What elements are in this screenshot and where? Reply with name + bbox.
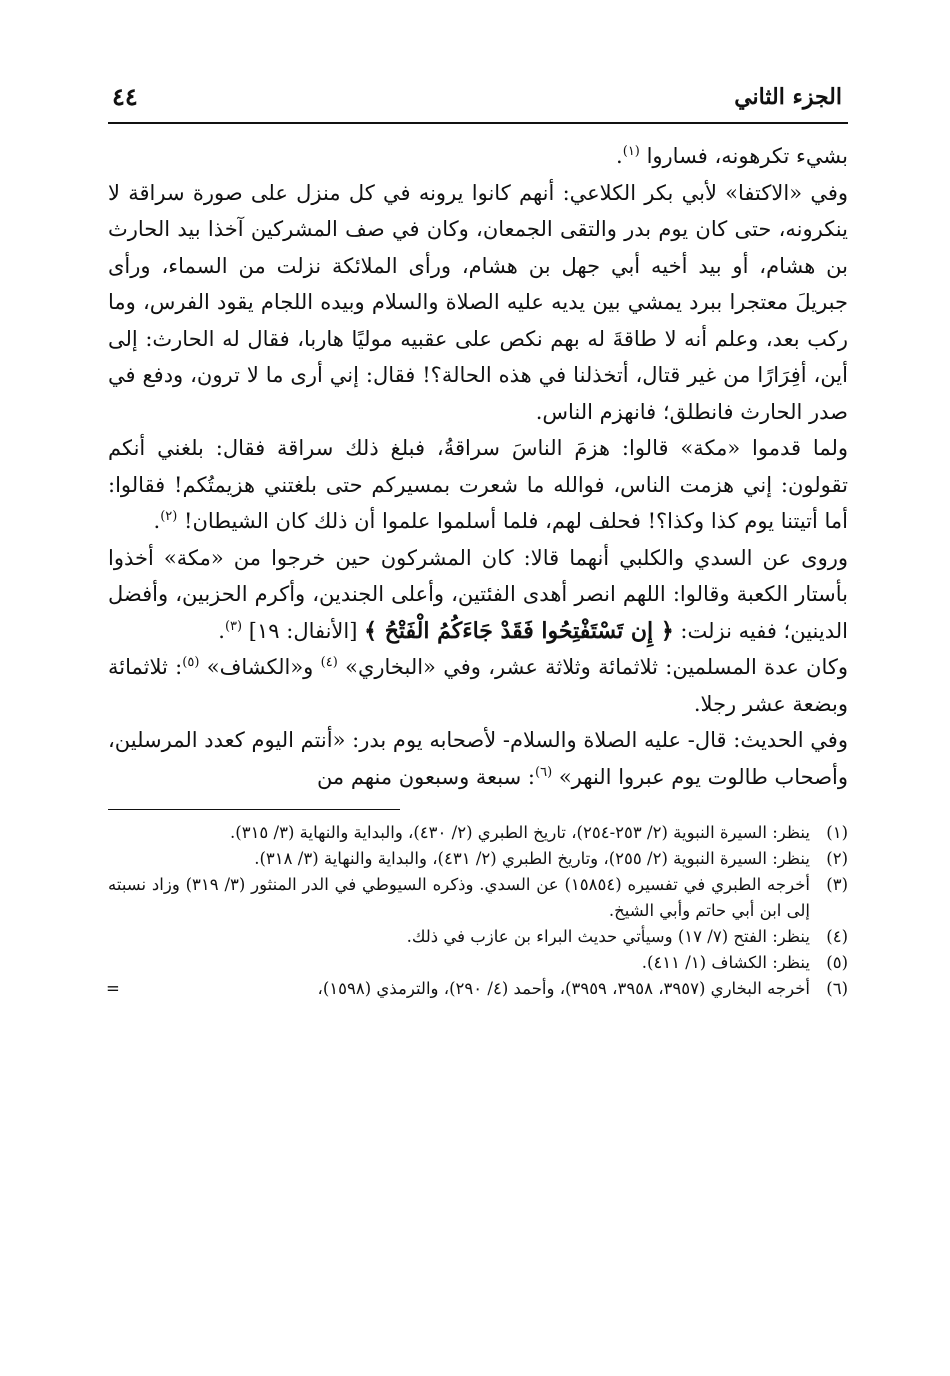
footnote-text: أخرجه الطبري في تفسيره (١٥٨٥٤) عن السدي. وذكره السيوطي في الدر المنثور (٣/ ٣١٩) وزاد نسبته إلى ابن أبي حاتم وأبي الشيخ. <box>108 875 810 920</box>
footnote-ref-3[interactable]: (٣) <box>224 618 243 634</box>
footnote <box>108 976 848 1002</box>
page-number: ٤٤ <box>112 82 138 111</box>
running-title: الجزء الثاني <box>734 84 842 110</box>
paragraph-4: وروى عن السدي والكلبي أنهما قالا: كان المشركون حين خرجوا من «مكة» أخذوا بأستار الكعبة وقالوا: اللهم انصر أهدى الفئتين، وأعلى الجندين، وأكرم الحزبين، وأفضل الدينين؛ ففيه نزلت: ﴿ إِن تَسْتَفْتِحُوا فَقَدْ جَاءَكُمُ الْفَتْحُ ﴾ [الأنفال: ١٩] $^{(٣)}$. <box>108 545 848 644</box>
page-header <box>108 72 848 124</box>
footnote-number: (٣) <box>826 875 848 894</box>
footnote-ref-4[interactable]: (٤) <box>320 655 338 670</box>
footnote-separator <box>108 809 400 810</box>
footnote-ref-1[interactable]: (١) <box>622 144 640 159</box>
footnote-ref-2[interactable]: (٢) <box>160 509 178 524</box>
paragraph-6: وفي الحديث: قال- عليه الصلاة والسلام- لأصحابه يوم بدر: «أنتم اليوم كعدد المرسلين، وأصحاب طالوت يوم عبروا النهر» $^{(٦)}$: سبعة وسبعون منهم من <box>108 728 848 789</box>
footnote-ref-6[interactable]: (٦) <box>535 764 553 780</box>
paragraph-3: ولما قدموا «مكة» قالوا: هزمَ الناسَ سراقةُ، فبلغ ذلك سراقة فقال: بلغني أنكم تقولون: إني هزمت الناس، فوالله ما شعرت بمسيركم حتى بلغتني هزيمتُكم! فقالوا: أما أتيتنا يوم كذا وكذا؟! فحلف لهم، فلما أسلموا علموا أن ذلك كان الشيطان! $^{(٢)}$. <box>108 436 848 533</box>
verse-citation: [الأنفال: ١٩] <box>248 618 358 643</box>
footnote-number: (١) <box>826 823 848 842</box>
footnote-number: (٦) <box>826 979 848 998</box>
quran-verse: ﴿ إِن تَسْتَفْتِحُوا فَقَدْ جَاءَكُمُ الْفَتْحُ ﴾ <box>364 617 674 644</box>
footnote <box>108 846 848 872</box>
paragraph-2: وفي «الاكتفا» لأبي بكر الكلاعي: أنهم كانوا يرونه في كل منزل على صورة سراقة لا ينكرونه، حتى كان يوم بدر والتقى الجمعان، وكان في صف المشركين آخذا بيد الحارث بن هشام، أو بيد أخيه أبي جهل بن هشام، ورأى الملائكة نزلت من السماء، ورأى جبريلَ معتجرا ببرد يمشي بين يديه عليه الصلاة والسلام وبيده اللجام يقود الفرس، وما ركب بعد، وعلم أنه لا طاقةَ له بهم نكص على عقبيه موليًا هاربا، فقال له الحارث: إلى أين، أفِرَارًا من غير قتال، أتخذلنا في هذه الحالة؟! فقال: إني أرى ما لا ترون، ودفع في صدر الحارث فانطلق؛ فانهزم الناس. <box>108 180 848 424</box>
continuation-mark: = <box>106 979 120 998</box>
footnote <box>108 872 848 924</box>
main-text <box>108 138 848 795</box>
footnote <box>108 820 848 846</box>
footnote-text: ينظر: الفتح (٧/ ١٧) وسيأتي حديث البراء بن عازب في ذلك. <box>406 927 810 946</box>
footnote-text: ينظر: الكشاف (١/ ٤١١). <box>641 953 810 972</box>
footnote-number: (٤) <box>826 927 848 946</box>
book-page <box>108 72 848 1332</box>
footnote <box>108 924 848 950</box>
footnote <box>108 950 848 976</box>
paragraph-5: وكان عدة المسلمين: ثلاثمائة وثلاثة عشر، وفي «البخاري» $^{(٤)}$ و«الكشاف» $^{(٥)}$: ثلاثمائة وبضعة عشر رجلا. <box>108 655 849 716</box>
paragraph-1: بشيء تكرهونه، فساروا $^{(١)}$. <box>616 144 848 168</box>
footnote-number: (٢) <box>826 849 848 868</box>
footnote-text: أخرجه البخاري (٣٩٥٧، ٣٩٥٨، ٣٩٥٩)، وأحمد (٤/ ٢٩٠)، والترمذي (١٥٩٨)، <box>317 979 810 998</box>
footnote-number: (٥) <box>826 953 848 972</box>
footnote-text: ينظر: السيرة النبوية (٢/ ٢٥٣-٢٥٤)، تاريخ الطبري (٢/ ٤٣٠)، والبداية والنهاية (٣/ ٣١٥). <box>230 823 810 842</box>
footnotes <box>108 820 848 1002</box>
footnote-ref-5[interactable]: (٥) <box>182 655 200 670</box>
footnote-text: ينظر: السيرة النبوية (٢/ ٢٥٥)، وتاريخ الطبري (٢/ ٤٣١)، والبداية والنهاية (٣/ ٣١٨). <box>254 849 810 868</box>
